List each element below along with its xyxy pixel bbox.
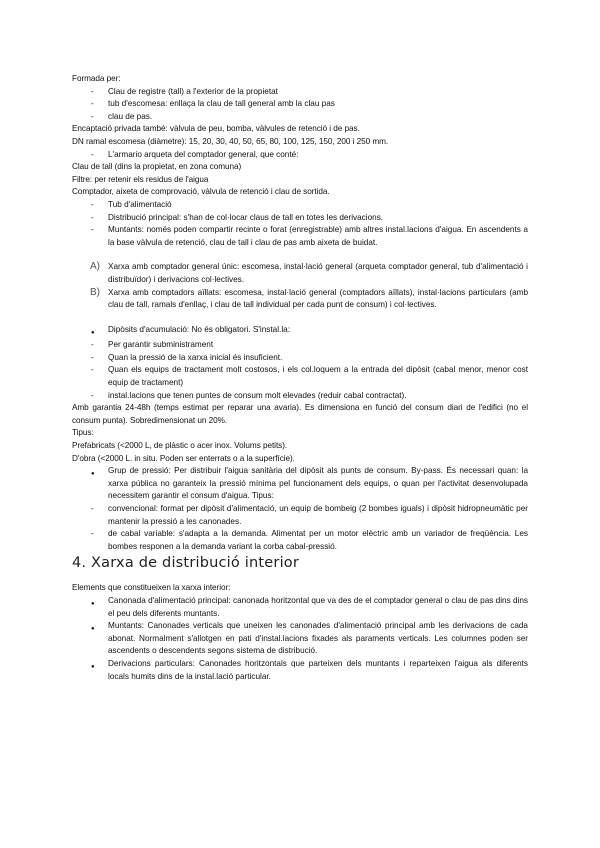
dash-item — [72, 224, 528, 249]
dash-item — [72, 149, 528, 162]
dash-item — [72, 86, 528, 99]
dash-mark: - — [91, 99, 94, 109]
text-line: Tipus: — [72, 428, 94, 438]
bullet-item — [72, 324, 528, 340]
dash-text: tub d'escomesa: enllaça la clau de tall general amb la clau pas — [108, 99, 335, 109]
bullet-mark: ● — [91, 626, 95, 633]
dash-mark: - — [91, 86, 94, 96]
paragraph: Amb garantia 24-48h (temps estimat per reparar una avaria). Es dimensiona en funció del consum diari de l'edifici (no el consum punta). Sobredimensionat un 20%. — [72, 403, 528, 425]
dash-text: instal.lacions que tenen puntes de consum molt elevades (reduir cabal contractat). — [108, 390, 407, 400]
dash-text: convencional: format per dipòsit d'alimentació, un equip de bombeig (2 bombes iguals) i dipòsit hidropneumàtic per mantenir la pressió a les canonades. — [108, 504, 528, 526]
alpha-mark: B) — [90, 286, 100, 298]
dash-mark: - — [91, 111, 94, 121]
bullet-item — [72, 658, 528, 683]
alpha-text: Xarxa amb comptadors aïllats: escomesa, instal·lació general (comptadors aïllats), instal·lacions particulars (amb clau de tall, ramals d'enllaç, i clau de tall individual per cada punt de consum) i col·lectives. — [108, 287, 528, 310]
dash-text: L'armario arqueta del comptador general, que conté: — [108, 149, 299, 159]
bullet-text: Grup de pressió: Per distribuir l'aigua sanitària del dipòsit als punts de consum. By-pass. És necessari quan: la xarxa pública no garanteix la pressió mínima pel funcionament dels equips, o quan per l'activitat desenvolupada necessitem garantir el consum d'aigua. Tipus: — [108, 466, 528, 501]
dash-text: Quan els equips de tractament molt costosos, i els col.loquem a la entrada del dipòsit (cabal menor, menor cost equip de tractament) — [108, 365, 528, 388]
dash-text: clau de pas. — [108, 111, 153, 121]
text-line: Comptador, aixeta de comprovació, vàlvula de retenció i clau de sortida. — [72, 187, 330, 197]
bullet-text: Dipòsits d'acumulació: No és obligatori. S'instal.la: — [108, 324, 290, 334]
text-line: Prefabricats (<2000 L, de plàstic o acer inox. Volums petits). — [72, 441, 288, 451]
bullet-item — [72, 465, 528, 503]
bullet-item — [72, 595, 528, 620]
text-line: Filtre: per retenir els residus de l'aigua — [72, 174, 209, 184]
dash-mark: - — [91, 529, 94, 539]
dash-item — [72, 212, 528, 225]
dash-item — [72, 364, 528, 389]
dash-mark: - — [91, 340, 94, 350]
alpha-mark: A) — [90, 261, 100, 273]
dash-item — [72, 98, 528, 111]
dash-text: Tub d'alimentació — [108, 199, 172, 209]
section-heading: 4. Xarxa de distribució interior — [72, 555, 300, 572]
text-line: DN ramal escomesa (diàmetre): 15, 20, 30, 40, 50, 65, 80, 100, 125, 150, 200 i 250 mm. — [72, 136, 389, 146]
dash-item — [72, 352, 528, 365]
dash-text: Quan la pressió de la xarxa inicial és insuficient. — [108, 352, 283, 362]
alpha-item — [72, 261, 528, 286]
bullet-mark: ● — [91, 600, 95, 607]
text-line: Encaptació privada també: vàlvula de peu, bomba, vàlvules de retenció i de pas. — [72, 124, 360, 134]
dash-item — [72, 111, 528, 124]
bullet-text: Derivacions particulars: Canonades horitzontals que parteixen dels muntants i reparteixen l'aigua als diferents locals humits dins de la instal.lació particular. — [108, 658, 528, 681]
dash-mark: - — [91, 365, 94, 375]
dash-text: Clau de registre (tall) a l'exterior de la propietat — [108, 86, 278, 96]
dash-item — [72, 528, 528, 553]
dash-mark: - — [91, 390, 94, 400]
bullet-item — [72, 620, 528, 658]
dash-text: Distribució principal: s'han de col·locar claus de tall en totes les derivacions. — [108, 212, 384, 222]
dash-mark: - — [91, 212, 94, 222]
dash-item — [72, 199, 528, 212]
dash-text: Per garantir subministrament — [108, 340, 214, 350]
alpha-text: Xarxa amb comptador general únic: escomesa, instal·lació general (arqueta comptador general, tub d'alimentació i distribuïdor) i derivacions col·lectives. — [108, 262, 528, 284]
dash-item — [72, 503, 528, 528]
dash-item — [72, 339, 528, 352]
dash-mark: - — [91, 149, 94, 159]
dash-mark: - — [91, 199, 94, 209]
text-line: Formada per: — [72, 74, 121, 83]
dash-mark: - — [91, 352, 94, 362]
dash-item — [72, 390, 528, 403]
alpha-item — [72, 287, 528, 312]
text-line: Elements que constitueixen la xarxa interior: — [72, 583, 231, 593]
bullet-text: Canonada d'alimentació principal: canonada horitzontal que va des de el comptador general o clau de pas dins dins el peu dels diferents muntants. — [108, 595, 528, 618]
text-line: Clau de tall (dins la propietat, en zona comuna) — [72, 162, 242, 172]
dash-text: Muntants: només poden compartir recinte o forat (enregistrable) amb altres instal.lacions d'aigua. En ascendents a la base vàlvula de retenció, clau de tall i clau de pas amb aixeta de buidat. — [108, 225, 528, 247]
bullet-mark: ● — [91, 663, 95, 670]
dash-mark: - — [91, 504, 94, 513]
document-page — [72, 73, 528, 683]
bullet-mark: ● — [91, 471, 95, 478]
text-line: D'obra (<2000 L. in situ. Poden ser enterrats o a la superfície). — [72, 453, 295, 463]
dash-mark: - — [91, 225, 94, 235]
dash-text: de cabal variable: s'adapta a la demanda. Alimentat per un motor elèctric amb un variador de freqüència. Les bombes responen a la demanda variant la corba cabal-pressió. — [108, 529, 528, 551]
bullet-text: Muntants: Canonades verticals que uneixen les canonades d'alimentació principal amb les derivacions de cada abonat. Normalment s'allotgen en pati d'instal.lacions fixades als paraments verticals. Les columnes poden ser ascendents o descendents segons sistema de distribució. — [108, 621, 528, 656]
bullet-mark: ● — [91, 329, 95, 336]
